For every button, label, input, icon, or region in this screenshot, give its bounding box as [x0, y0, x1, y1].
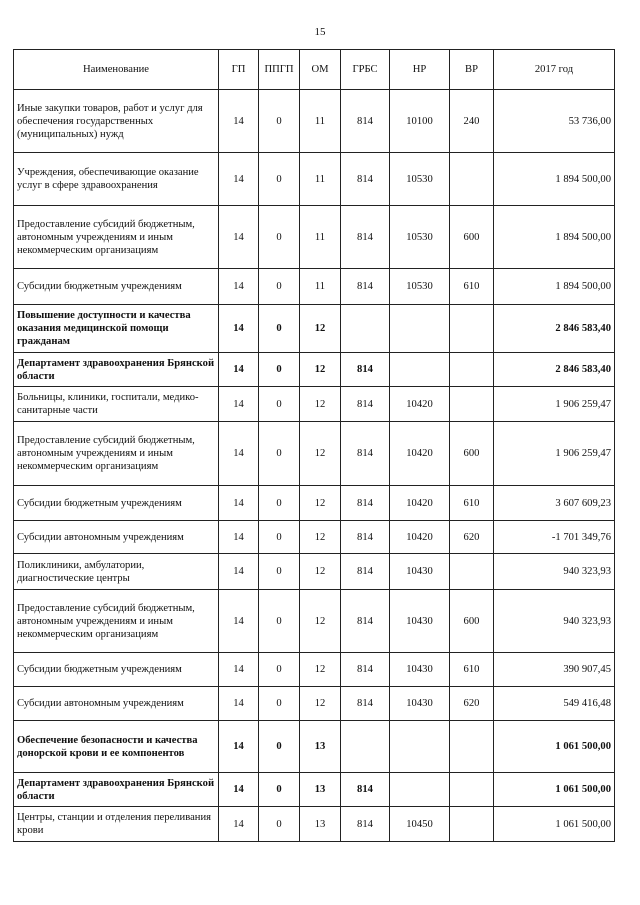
row-om: 11 — [300, 206, 341, 269]
row-amount: 1 894 500,00 — [494, 269, 615, 305]
table-header-row — [14, 50, 615, 90]
row-om: 12 — [300, 653, 341, 687]
row-ppgp: 0 — [259, 590, 300, 653]
row-gp: 14 — [219, 153, 259, 206]
table-row — [14, 807, 615, 842]
row-amount: 1 894 500,00 — [494, 206, 615, 269]
row-name: Субсидии бюджетным учреждениям — [14, 269, 219, 305]
row-ppgp: 0 — [259, 153, 300, 206]
row-om: 12 — [300, 353, 341, 387]
col-header-name: Наименование — [14, 50, 219, 90]
col-header-year: 2017 год — [494, 50, 615, 90]
row-nr — [390, 721, 450, 773]
row-nr: 10420 — [390, 521, 450, 554]
row-nr: 10420 — [390, 422, 450, 486]
row-grbs: 814 — [341, 653, 390, 687]
row-nr — [390, 305, 450, 353]
row-vr — [450, 721, 494, 773]
row-amount: 940 323,93 — [494, 590, 615, 653]
row-vr: 600 — [450, 206, 494, 269]
row-amount: 940 323,93 — [494, 554, 615, 590]
row-name: Поликлиники, амбулатории, диагностические центры — [14, 554, 219, 590]
col-header-gp: ГП — [219, 50, 259, 90]
row-gp: 14 — [219, 687, 259, 721]
row-amount: 2 846 583,40 — [494, 353, 615, 387]
row-vr: 610 — [450, 653, 494, 687]
page-number: 15 — [314, 26, 326, 38]
row-gp: 14 — [219, 590, 259, 653]
row-ppgp: 0 — [259, 554, 300, 590]
row-gp: 14 — [219, 486, 259, 521]
row-nr: 10430 — [390, 590, 450, 653]
row-ppgp: 0 — [259, 807, 300, 842]
row-name: Департамент здравоохранения Брянской области — [14, 773, 219, 807]
row-nr: 10420 — [390, 387, 450, 422]
row-amount: -1 701 349,76 — [494, 521, 615, 554]
row-vr — [450, 153, 494, 206]
row-name: Департамент здравоохранения Брянской области — [14, 353, 219, 387]
row-grbs: 814 — [341, 486, 390, 521]
row-nr — [390, 353, 450, 387]
row-amount: 3 607 609,23 — [494, 486, 615, 521]
row-gp: 14 — [219, 387, 259, 422]
row-ppgp: 0 — [259, 269, 300, 305]
row-grbs: 814 — [341, 773, 390, 807]
row-amount: 1 061 500,00 — [494, 721, 615, 773]
row-ppgp: 0 — [259, 721, 300, 773]
row-nr: 10420 — [390, 486, 450, 521]
col-header-vr: ВР — [450, 50, 494, 90]
row-vr — [450, 387, 494, 422]
row-om: 13 — [300, 773, 341, 807]
row-amount: 1 894 500,00 — [494, 153, 615, 206]
table-row — [14, 554, 615, 590]
row-grbs: 814 — [341, 807, 390, 842]
row-name: Предоставление субсидий бюджетным, автономным учреждениям и иным некоммерческим организациям — [14, 422, 219, 486]
table-row — [14, 305, 615, 353]
row-om: 12 — [300, 387, 341, 422]
row-amount: 2 846 583,40 — [494, 305, 615, 353]
table-row — [14, 153, 615, 206]
row-name: Субсидии автономным учреждениям — [14, 687, 219, 721]
row-grbs: 814 — [341, 90, 390, 153]
row-ppgp: 0 — [259, 305, 300, 353]
row-om: 11 — [300, 90, 341, 153]
row-name: Субсидии бюджетным учреждениям — [14, 486, 219, 521]
budget-table — [13, 49, 615, 842]
row-om: 13 — [300, 721, 341, 773]
row-om: 12 — [300, 305, 341, 353]
row-name: Обеспечение безопасности и качества донорской крови и ее компонентов — [14, 721, 219, 773]
row-grbs: 814 — [341, 153, 390, 206]
row-name: Повышение доступности и качества оказания медицинской помощи гражданам — [14, 305, 219, 353]
row-ppgp: 0 — [259, 387, 300, 422]
row-vr — [450, 807, 494, 842]
row-om: 11 — [300, 269, 341, 305]
row-ppgp: 0 — [259, 773, 300, 807]
table-row — [14, 521, 615, 554]
row-name: Учреждения, обеспечивающие оказание услуг в сфере здравоохранения — [14, 153, 219, 206]
row-grbs — [341, 721, 390, 773]
table-row — [14, 486, 615, 521]
row-om: 12 — [300, 422, 341, 486]
row-nr: 10530 — [390, 206, 450, 269]
row-vr: 600 — [450, 422, 494, 486]
row-grbs: 814 — [341, 387, 390, 422]
row-om: 12 — [300, 590, 341, 653]
row-om: 12 — [300, 521, 341, 554]
row-grbs: 814 — [341, 687, 390, 721]
table-row — [14, 90, 615, 153]
row-nr: 10530 — [390, 269, 450, 305]
table-row — [14, 206, 615, 269]
row-ppgp: 0 — [259, 521, 300, 554]
table-row — [14, 590, 615, 653]
row-ppgp: 0 — [259, 687, 300, 721]
row-om: 13 — [300, 807, 341, 842]
row-gp: 14 — [219, 305, 259, 353]
row-nr: 10450 — [390, 807, 450, 842]
row-ppgp: 0 — [259, 422, 300, 486]
row-gp: 14 — [219, 521, 259, 554]
row-nr: 10430 — [390, 687, 450, 721]
row-grbs — [341, 305, 390, 353]
row-grbs: 814 — [341, 554, 390, 590]
row-vr: 240 — [450, 90, 494, 153]
row-vr: 620 — [450, 521, 494, 554]
row-gp: 14 — [219, 353, 259, 387]
row-nr — [390, 773, 450, 807]
row-name: Больницы, клиники, госпитали, медико-санитарные части — [14, 387, 219, 422]
row-vr — [450, 554, 494, 590]
row-name: Центры, станции и отделения переливания крови — [14, 807, 219, 842]
table-row — [14, 269, 615, 305]
row-gp: 14 — [219, 653, 259, 687]
row-gp: 14 — [219, 422, 259, 486]
table-row — [14, 422, 615, 486]
row-grbs: 814 — [341, 353, 390, 387]
table-row — [14, 353, 615, 387]
row-ppgp: 0 — [259, 653, 300, 687]
row-nr: 10430 — [390, 653, 450, 687]
table-row — [14, 721, 615, 773]
col-header-ppgp: ППГП — [259, 50, 300, 90]
col-header-grbs: ГРБС — [341, 50, 390, 90]
col-header-om: ОМ — [300, 50, 341, 90]
row-amount: 1 061 500,00 — [494, 773, 615, 807]
row-amount: 1 906 259,47 — [494, 422, 615, 486]
row-ppgp: 0 — [259, 206, 300, 269]
row-om: 11 — [300, 153, 341, 206]
table-row — [14, 653, 615, 687]
row-grbs: 814 — [341, 206, 390, 269]
row-gp: 14 — [219, 90, 259, 153]
table-row — [14, 687, 615, 721]
row-name: Иные закупки товаров, работ и услуг для обеспечения государственных (муниципальных) нужд — [14, 90, 219, 153]
row-name: Субсидии автономным учреждениям — [14, 521, 219, 554]
row-ppgp: 0 — [259, 486, 300, 521]
row-gp: 14 — [219, 206, 259, 269]
row-amount: 549 416,48 — [494, 687, 615, 721]
row-vr: 610 — [450, 486, 494, 521]
row-vr: 620 — [450, 687, 494, 721]
col-header-nr: НР — [390, 50, 450, 90]
row-gp: 14 — [219, 807, 259, 842]
row-amount: 390 907,45 — [494, 653, 615, 687]
row-name: Субсидии бюджетным учреждениям — [14, 653, 219, 687]
row-grbs: 814 — [341, 590, 390, 653]
row-nr: 10100 — [390, 90, 450, 153]
row-gp: 14 — [219, 269, 259, 305]
row-gp: 14 — [219, 721, 259, 773]
row-vr — [450, 305, 494, 353]
row-gp: 14 — [219, 773, 259, 807]
row-amount: 53 736,00 — [494, 90, 615, 153]
row-om: 12 — [300, 687, 341, 721]
row-vr: 600 — [450, 590, 494, 653]
row-nr: 10530 — [390, 153, 450, 206]
row-vr: 610 — [450, 269, 494, 305]
row-ppgp: 0 — [259, 90, 300, 153]
row-vr — [450, 353, 494, 387]
row-amount: 1 061 500,00 — [494, 807, 615, 842]
row-grbs: 814 — [341, 521, 390, 554]
row-amount: 1 906 259,47 — [494, 387, 615, 422]
row-name: Предоставление субсидий бюджетным, автономным учреждениям и иным некоммерческим организациям — [14, 590, 219, 653]
row-gp: 14 — [219, 554, 259, 590]
row-vr — [450, 773, 494, 807]
row-grbs: 814 — [341, 422, 390, 486]
row-name: Предоставление субсидий бюджетным, автономным учреждениям и иным некоммерческим организациям — [14, 206, 219, 269]
row-ppgp: 0 — [259, 353, 300, 387]
table-row — [14, 773, 615, 807]
table-row — [14, 387, 615, 422]
row-om: 12 — [300, 554, 341, 590]
row-nr: 10430 — [390, 554, 450, 590]
row-om: 12 — [300, 486, 341, 521]
row-grbs: 814 — [341, 269, 390, 305]
